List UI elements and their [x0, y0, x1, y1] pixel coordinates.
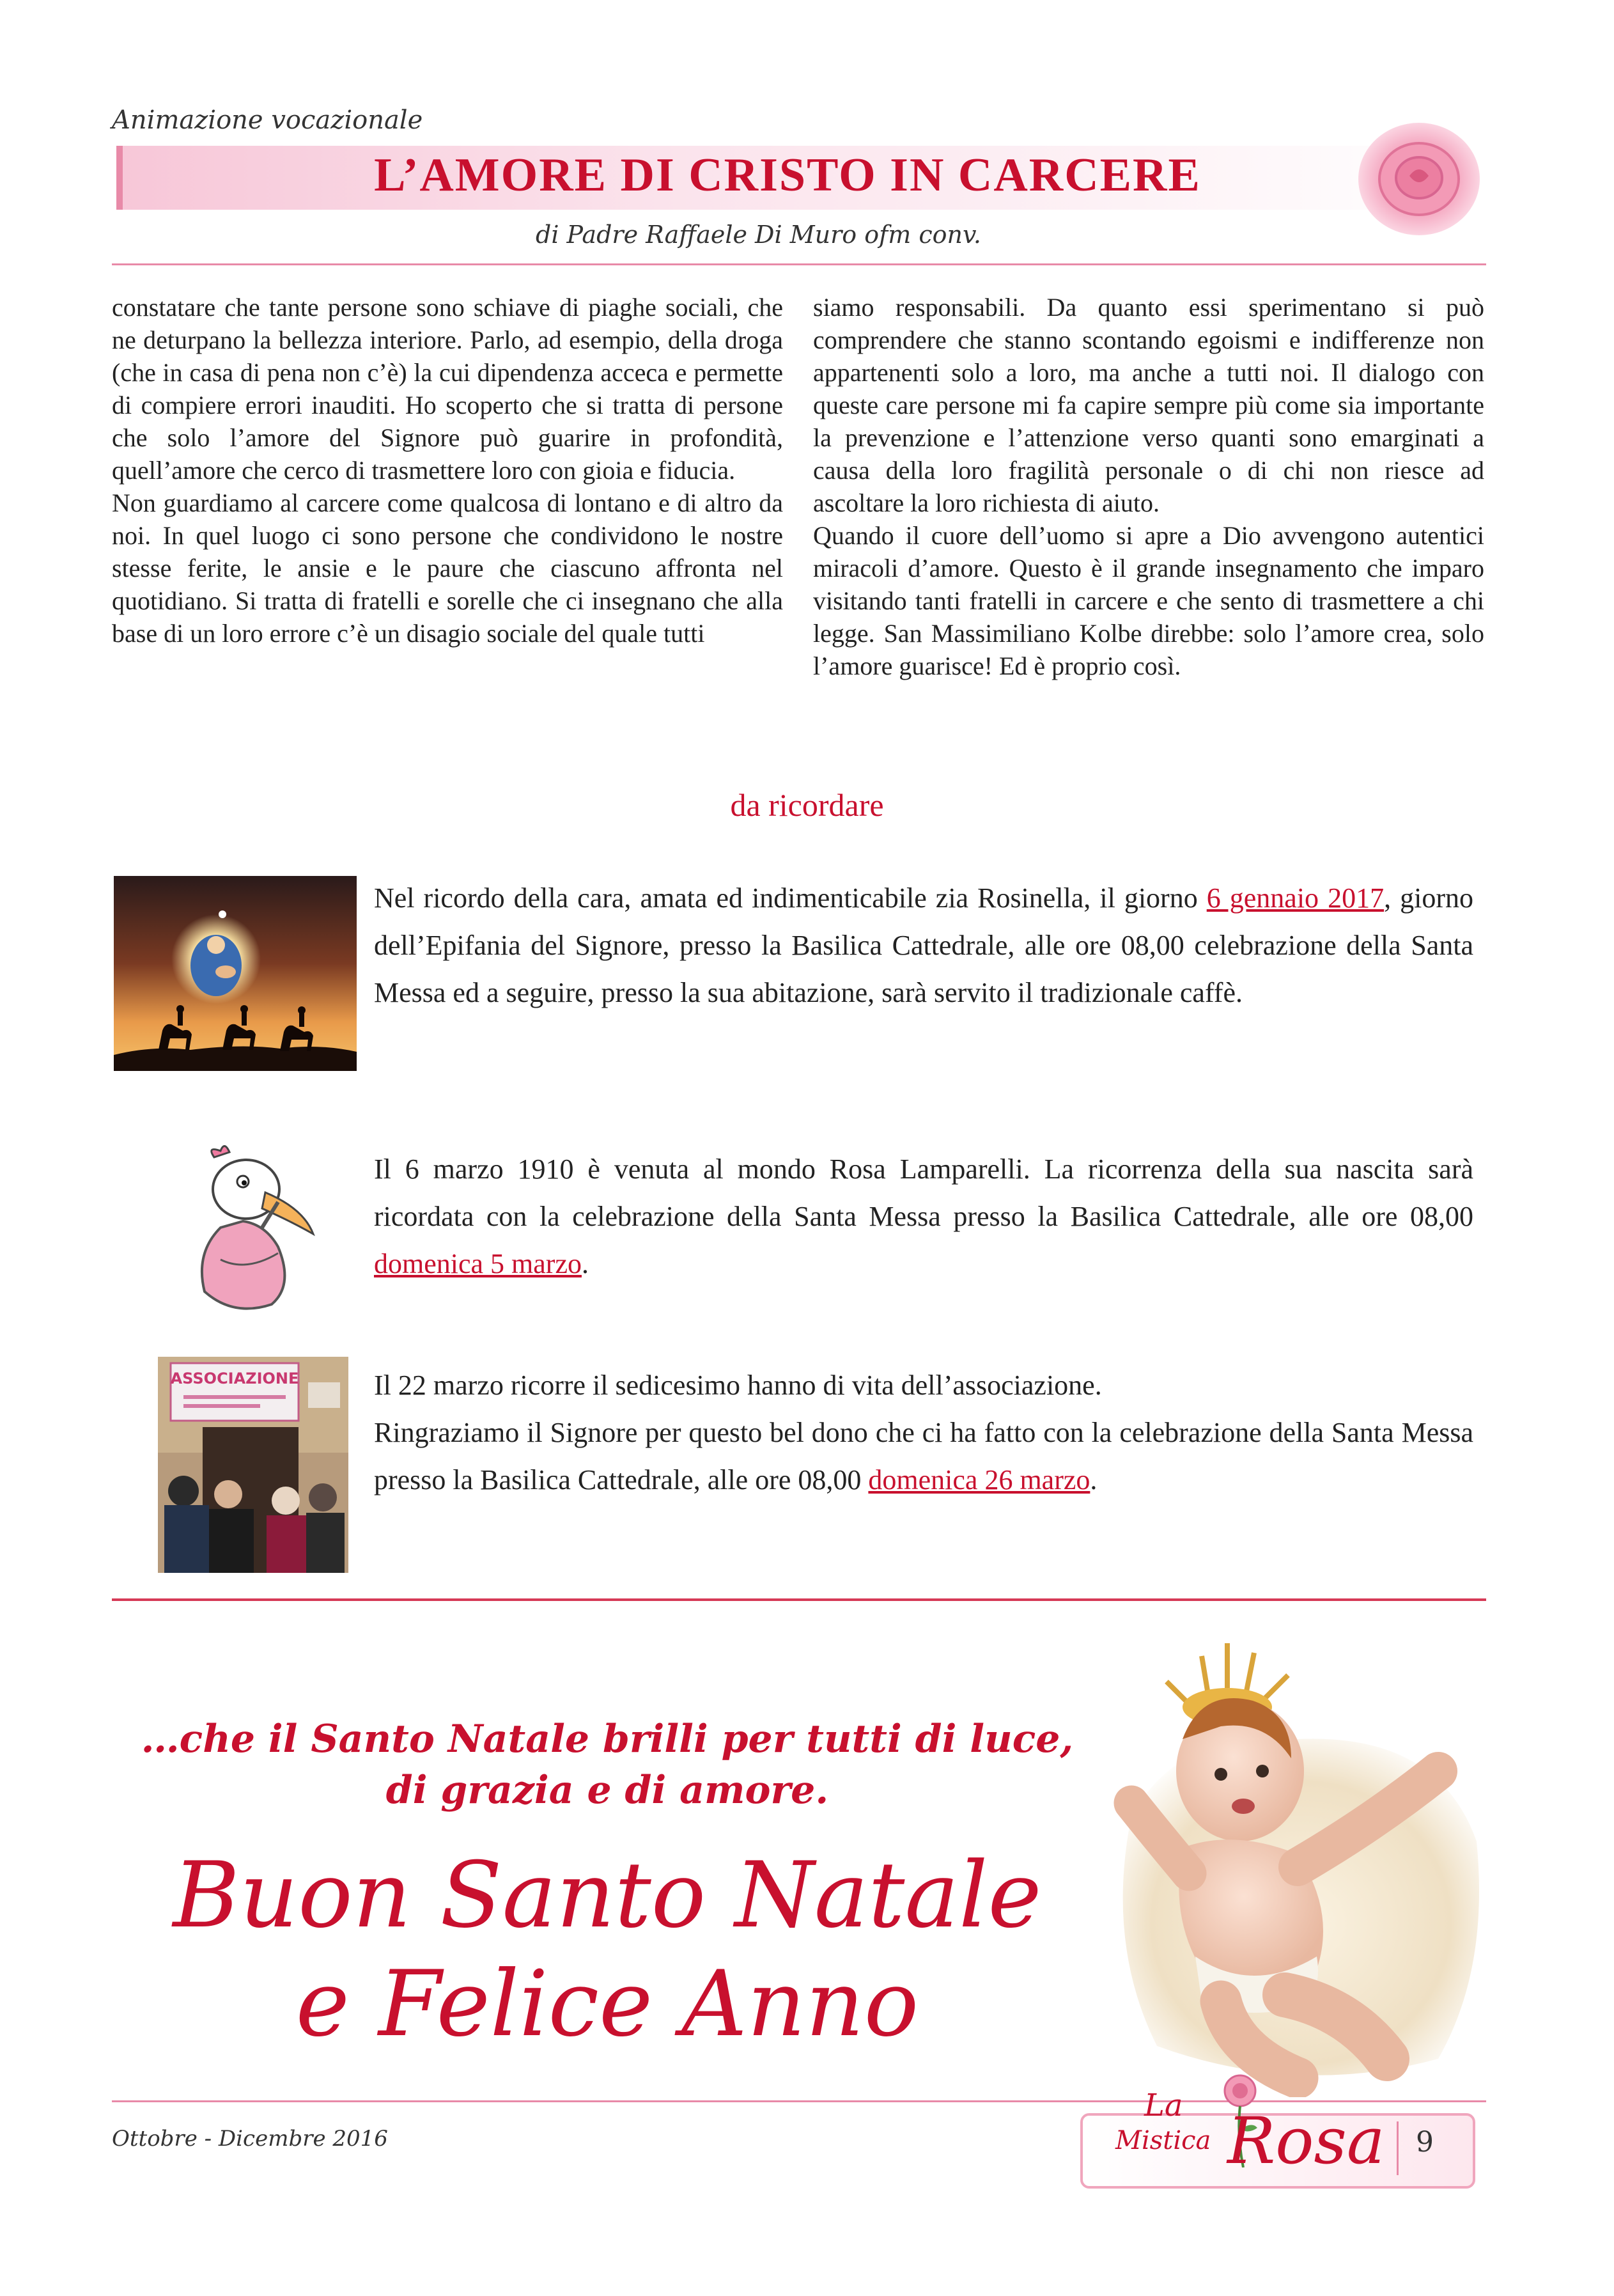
notice-epiphany [374, 875, 1473, 1017]
article-title: L’AMORE DI CRISTO IN CARCERE [374, 149, 1201, 201]
epiphany-image [114, 876, 357, 1071]
section-label: Animazione vocazionale [112, 105, 423, 135]
remember-heading: da ricordare [730, 787, 884, 823]
notice-text: Il 6 marzo 1910 è venuta al mondo Rosa Lamparelli. La ricorrenza della sua nascita sarà ricordata con la celebrazione della Santa Messa presso la Basilica Cattedrale, alle ore 08,00 [374, 1153, 1473, 1232]
section-rule [112, 1598, 1486, 1601]
footer-rule [112, 2100, 1486, 2102]
baby-jesus-image [1106, 1611, 1489, 2097]
greeting-big-line: Buon Santo Natale [173, 1843, 1042, 1948]
paragraph: Quando il cuore dell’uomo si apre a Dio avvengono autentici miracoli d’amore. Questo è il grande insegnamento che imparo visitando tanti fratelli in carcere e che sento di trasmettere a chi legge. San Massimiliano Kolbe direbbe: solo l’amore crea, solo l’amore guarisce! Ed è proprio così. [813, 521, 1484, 680]
greeting-lines [96, 1714, 1119, 1816]
notice-text: . [1090, 1464, 1098, 1496]
sign-text: ASSOCIAZIONE [170, 1370, 299, 1387]
logo-divider [1397, 2121, 1399, 2175]
logo-rosa: Rosa [1227, 2104, 1385, 2178]
date-link-association[interactable]: domenica 26 marzo [868, 1464, 1090, 1496]
notice-text: Il 22 marzo ricorre il sedicesimo hanno di vita dell’associazione. [374, 1370, 1102, 1401]
page-number: 9 [1416, 2126, 1434, 2159]
stork-image [182, 1132, 320, 1324]
rose-icon [1355, 115, 1483, 243]
article-column-right [813, 291, 1484, 682]
greeting-big-line: e Felice Anno [295, 1951, 919, 2057]
paragraph: constatare che tante persone sono schiave di piaghe sociali, che ne deturpano la bellezza interiore. Parlo, ad esempio, della droga (che in casa di pena non c’è) la cui dipendenza acceca e permette di compiere errori inauditi. Ho scoperto che si tratta di persone che solo l’amore del Signore può guarire in profondità, quell’amore che cerco di trasmettere loro con gioia e fiducia. [112, 293, 783, 485]
issue-date: Ottobre - Dicembre 2016 [112, 2126, 388, 2152]
notice-text: Ringraziamo il Signore per questo bel dono che ci ha fatto con la celebrazione della Santa Messa presso la Basilica Cattedrale, alle ore 08,00 [374, 1417, 1473, 1496]
notice-text: , giorno dell’Epifania del Signore, presso la Basilica Cattedrale, alle ore 08,00 celebrazione della Santa Messa ed a seguire, presso la sua abitazione, sarà servito il tradizionale caffè. [374, 882, 1473, 1008]
association-photo [158, 1357, 348, 1573]
notice-text: . [581, 1248, 589, 1279]
date-link-birthday[interactable]: domenica 5 marzo [374, 1248, 582, 1279]
notice-association [374, 1362, 1473, 1504]
logo-mistica: Mistica [1115, 2126, 1211, 2155]
greeting-big [96, 1841, 1119, 2059]
greeting-line: di grazia e di amore. [385, 1768, 829, 1813]
greeting-line: …che il Santo Natale brilli per tutti di luce, [141, 1717, 1074, 1761]
byline: di Padre Raffaele Di Muro ofm conv. [536, 221, 981, 249]
notice-birthday [374, 1146, 1473, 1288]
article-column-left [112, 291, 783, 650]
date-link-epiphany[interactable]: 6 gennaio 2017 [1206, 882, 1385, 914]
paragraph: siamo responsabili. Da quanto essi sperimentano si può comprendere che stanno scontando egoismi e indifferenze non appartenenti solo a loro, ma anche a tutti noi. Il dialogo con queste care persone mi fa capire sempre più come sia importante la prevenzione e l’attenzione verso quanti sono emarginati a causa della loro fragilità personale o di chi non riesce ad ascoltare la loro richiesta di aiuto. [813, 293, 1484, 517]
paragraph: Non guardiamo al carcere come qualcosa di lontano e di altro da noi. In quel luogo ci sono persone che condividono le nostre stesse ferite, le ansie e le paure che ciascuno affronta nel quotidiano. Si tratta di fratelli e sorelle che ci insegnano che alla base di un loro errore c’è un disagio sociale del quale tutti [112, 488, 783, 648]
header-rule [112, 263, 1486, 265]
logo-la: La [1144, 2088, 1183, 2123]
notice-text: Nel ricordo della cara, amata ed indimenticabile zia Rosinella, il giorno [374, 882, 1207, 914]
